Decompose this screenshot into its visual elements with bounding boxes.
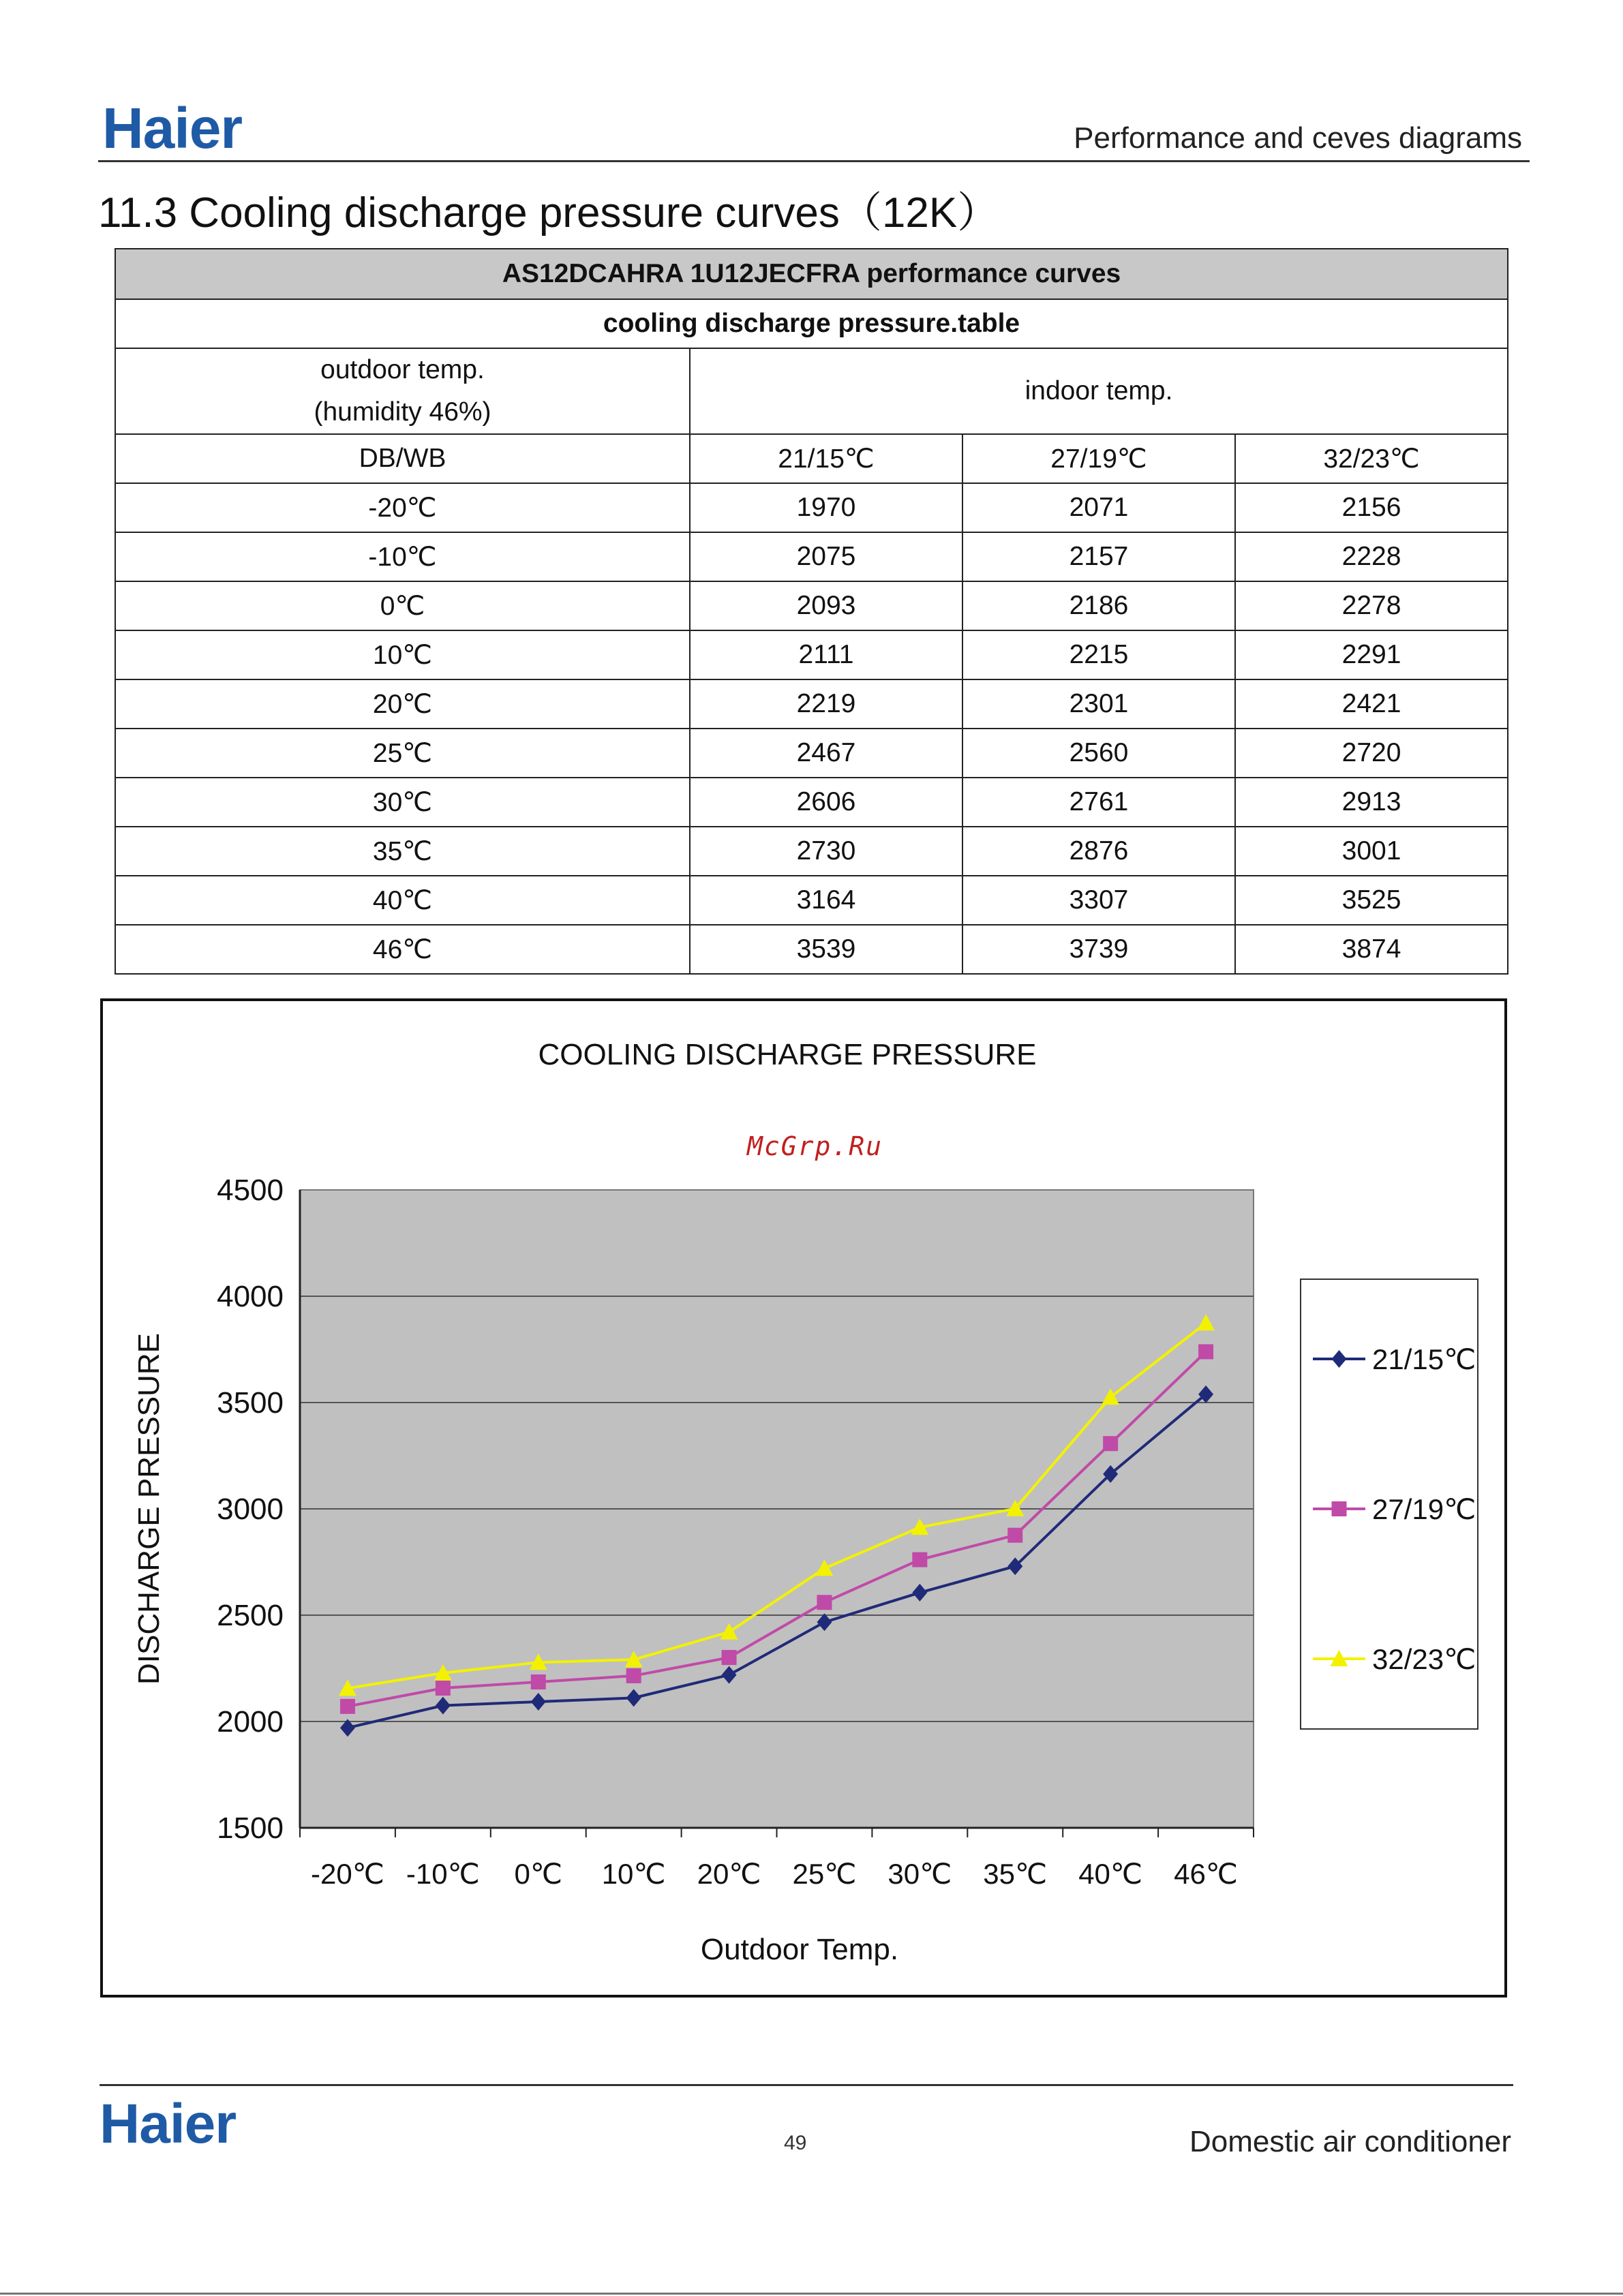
pressure-value-cell: 3307 (962, 876, 1235, 925)
pressure-value-cell: 2291 (1235, 630, 1508, 679)
outdoor-temp-cell: 40℃ (115, 876, 690, 925)
data-point (1007, 1528, 1022, 1543)
outdoor-temp-cell: 25℃ (115, 729, 690, 778)
outdoor-temp-cell: 35℃ (115, 827, 690, 876)
pressure-value-cell: 2093 (690, 581, 962, 630)
table-row (115, 581, 1508, 630)
table-caption: AS12DCAHRA 1U12JECFRA performance curves (115, 249, 1508, 299)
indoor-column-header: 27/19℃ (962, 434, 1235, 483)
pressure-value-cell: 2157 (962, 532, 1235, 581)
y-tick-label: 1500 (217, 1811, 284, 1845)
outdoor-temp-cell: 20℃ (115, 679, 690, 729)
pressure-value-cell: 3164 (690, 876, 962, 925)
y-tick-label: 2000 (217, 1705, 284, 1739)
outdoor-temp-cell: 30℃ (115, 778, 690, 827)
table-row (115, 483, 1508, 532)
x-tick-label: -10℃ (406, 1858, 480, 1890)
pressure-value-cell: 2228 (1235, 532, 1508, 581)
performance-table (115, 248, 1508, 975)
pressure-value-cell: 2301 (962, 679, 1235, 729)
chart-legend (1301, 1279, 1478, 1729)
legend-label: 21/15℃ (1372, 1343, 1476, 1375)
dbwb-header: DB/WB (115, 434, 690, 483)
haier-logo: Haier (102, 96, 243, 160)
pressure-value-cell: 2730 (690, 827, 962, 876)
pressure-value-cell: 2467 (690, 729, 962, 778)
data-point (722, 1650, 737, 1665)
page-bottom-edge (0, 2293, 1623, 2295)
outdoor-temp-cell: 10℃ (115, 630, 690, 679)
pressure-value-cell: 2186 (962, 581, 1235, 630)
table-row (115, 827, 1508, 876)
pressure-value-cell: 2560 (962, 729, 1235, 778)
y-tick-label: 2500 (217, 1599, 284, 1632)
x-tick-label: 0℃ (514, 1858, 563, 1890)
pressure-value-cell: 3739 (962, 925, 1235, 974)
table-row (115, 925, 1508, 974)
y-axis-label: DISCHARGE PRESSURE (132, 1333, 166, 1685)
table-row (115, 729, 1508, 778)
pressure-value-cell: 3539 (690, 925, 962, 974)
pressure-value-cell: 2720 (1235, 729, 1508, 778)
outdoor-temp-header (115, 348, 690, 434)
pressure-value-cell: 2606 (690, 778, 962, 827)
data-point (1103, 1436, 1118, 1451)
haier-footer-logo: Haier (100, 2093, 237, 2155)
y-tick-label: 3500 (217, 1386, 284, 1420)
x-tick-label: 46℃ (1174, 1858, 1238, 1890)
indoor-column-header: 32/23℃ (1235, 434, 1508, 483)
outdoor-temp-label: outdoor temp. (320, 355, 485, 384)
x-tick-label: 10℃ (601, 1858, 666, 1890)
pressure-value-cell: 2278 (1235, 581, 1508, 630)
chart-title: COOLING DISCHARGE PRESSURE (538, 1038, 1037, 1071)
legend-label: 27/19℃ (1372, 1493, 1476, 1525)
x-tick-label: 40℃ (1078, 1858, 1143, 1890)
x-tick-label: 30℃ (888, 1858, 952, 1890)
pressure-value-cell: 2111 (690, 630, 962, 679)
page-number: 49 (784, 2132, 807, 2154)
x-tick-label: -20℃ (311, 1858, 384, 1890)
indoor-column-header: 21/15℃ (690, 434, 962, 483)
table-subcaption-row (115, 299, 1508, 348)
x-tick-label: 25℃ (792, 1858, 857, 1890)
pressure-value-cell: 3525 (1235, 876, 1508, 925)
pressure-value-cell: 2071 (962, 483, 1235, 532)
data-point (626, 1668, 641, 1683)
table-row (115, 876, 1508, 925)
table-row (115, 630, 1508, 679)
outdoor-temp-cell: -10℃ (115, 532, 690, 581)
table-subcaption: cooling discharge pressure.table (115, 299, 1508, 348)
watermark: McGrp.Ru (747, 1131, 883, 1161)
header-section-label: Performance and ceves diagrams (1074, 121, 1522, 155)
pressure-value-cell: 1970 (690, 483, 962, 532)
outdoor-temp-cell: 0℃ (115, 581, 690, 630)
table-header-row (115, 348, 1508, 434)
table-caption-row (115, 249, 1508, 299)
pressure-value-cell: 2761 (962, 778, 1235, 827)
pressure-value-cell: 2913 (1235, 778, 1508, 827)
y-tick-label: 4500 (217, 1174, 284, 1207)
pressure-value-cell: 2215 (962, 630, 1235, 679)
data-point (817, 1595, 832, 1610)
data-point (436, 1681, 451, 1696)
table-column-row (115, 434, 1508, 483)
section-title: 11.3 Cooling discharge pressure curves（12K） (98, 189, 1000, 236)
x-tick-label: 20℃ (697, 1858, 761, 1890)
outdoor-temp-cell: -20℃ (115, 483, 690, 532)
x-axis-label: Outdoor Temp. (700, 1933, 899, 1966)
pressure-value-cell: 2421 (1235, 679, 1508, 729)
pressure-value-cell: 2219 (690, 679, 962, 729)
pressure-value-cell: 2075 (690, 532, 962, 581)
indoor-temp-header: indoor temp. (690, 348, 1508, 434)
legend-label: 32/23℃ (1372, 1643, 1476, 1675)
table-row (115, 532, 1508, 581)
pressure-value-cell: 3874 (1235, 925, 1508, 974)
humidity-label: (humidity 46%) (314, 397, 491, 427)
pressure-value-cell: 3001 (1235, 827, 1508, 876)
pressure-value-cell: 2156 (1235, 483, 1508, 532)
legend-marker (1332, 1501, 1347, 1516)
data-point (1198, 1344, 1213, 1359)
header-divider (98, 160, 1530, 162)
data-point (340, 1699, 355, 1714)
table-row (115, 778, 1508, 827)
footer-label: Domestic air conditioner (1189, 2125, 1511, 2158)
data-point (912, 1552, 927, 1567)
pressure-value-cell: 2876 (962, 827, 1235, 876)
y-tick-label: 3000 (217, 1493, 284, 1526)
y-tick-label: 4000 (217, 1280, 284, 1313)
outdoor-temp-cell: 46℃ (115, 925, 690, 974)
x-tick-label: 35℃ (983, 1858, 1048, 1890)
table-row (115, 679, 1508, 729)
data-point (531, 1674, 546, 1689)
footer-divider (100, 2084, 1513, 2086)
